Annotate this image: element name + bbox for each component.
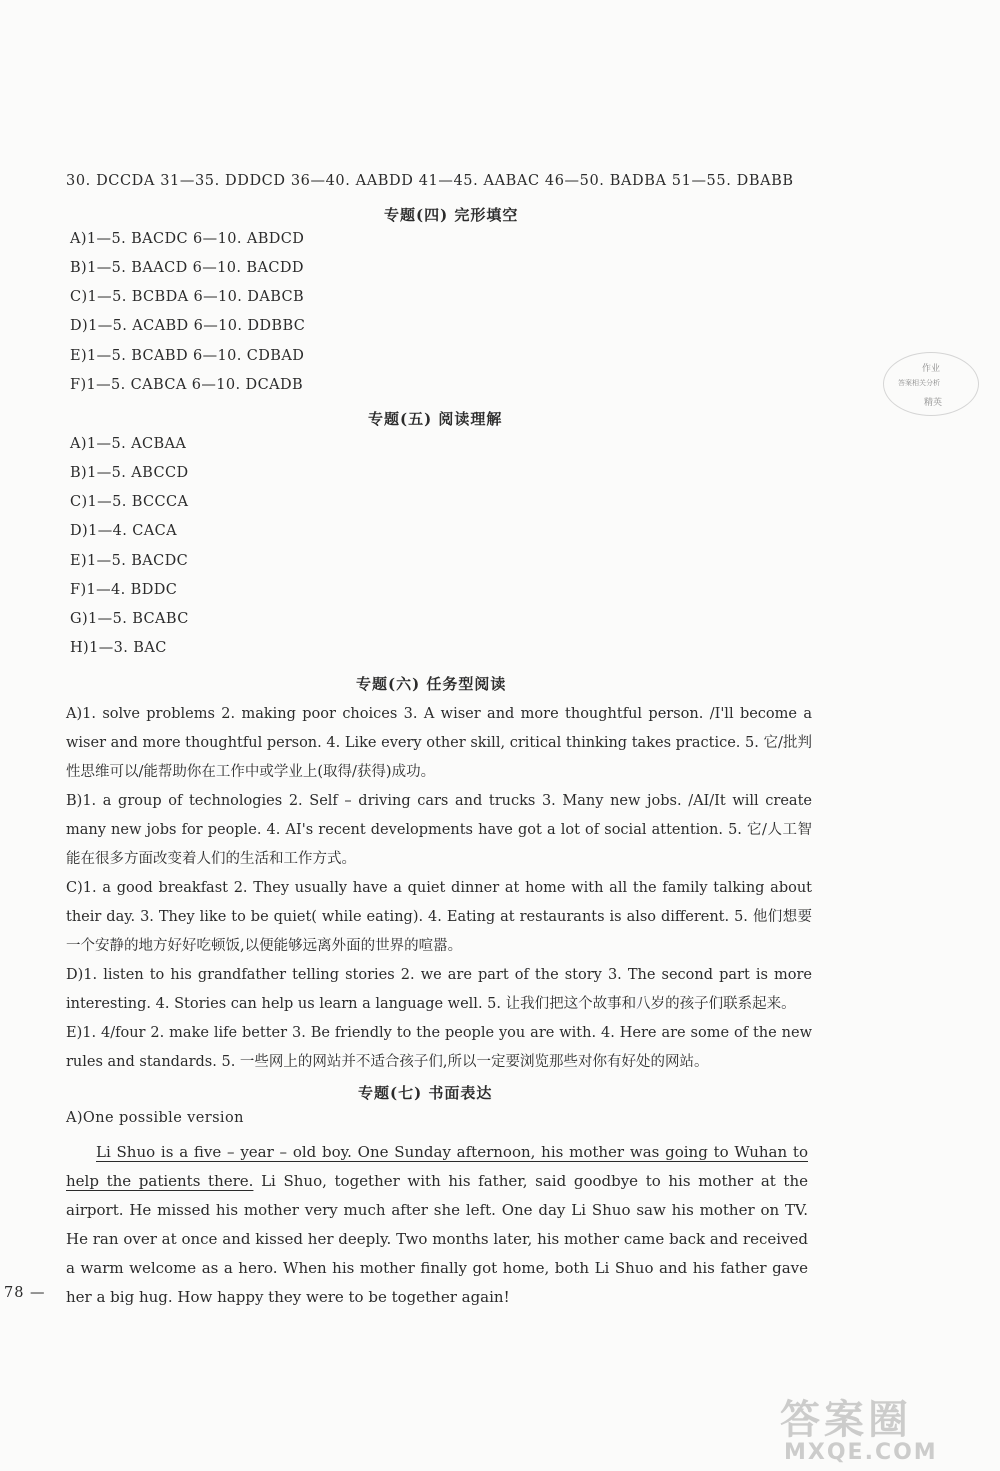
section5-line-d: D)1—4. CACA xyxy=(70,523,177,539)
section7-essay xyxy=(66,1138,808,1312)
section5-line-a: A)1—5. ACBAA xyxy=(70,436,187,452)
section5-line-b: B)1—5. ABCCD xyxy=(70,465,189,481)
section4-line-c: C)1—5. BCBDA 6—10. DABCB xyxy=(70,289,305,305)
stamp-mark xyxy=(883,352,979,416)
top-answers: 30. DCCDA 31—35. DDDCD 36—40. AABDD 41—45. AABAC 46—50. BADBA 51—55. DBABB xyxy=(66,173,794,189)
section6-paragraph-c: C)1. a good breakfast 2. They usually have a quiet dinner at home with all the family talking about their day. 3. They like to be quiet( while eating). 4. Eating at restaurants is also different. 5. 他们想要一个安静的地方好好吃顿饭,以便能够远离外面的世界的喧嚣。 xyxy=(66,880,812,954)
section4-line-b: B)1—5. BAACD 6—10. BACDD xyxy=(70,260,304,276)
section4-line-a: A)1—5. BACDC 6—10. ABDCD xyxy=(70,231,305,247)
stamp-middle-text: 答案相关分析 xyxy=(898,379,940,387)
watermark-logo xyxy=(770,1388,992,1468)
watermark-url: MXQE.COM xyxy=(784,1440,938,1465)
section5-line-g: G)1—5. BCABC xyxy=(70,611,189,627)
section5-line-h: H)1—3. BAC xyxy=(70,640,167,656)
stamp-top-text: 作业 xyxy=(922,364,941,374)
section4-line-d: D)1—5. ACABD 6—10. DDBBC xyxy=(70,318,306,334)
section4-title: 专题(四) 完形填空 xyxy=(384,206,519,224)
section6-paragraph-a: A)1. solve problems 2. making poor choices 3. A wiser and more thoughtful person. /I'll become a wiser and more thoughtful person. 4. Like every other skill, critical thinking takes practice. 5. 它/批判性思维可以/能帮助你在工作中或学业上(取得/获得)成功。 xyxy=(66,706,812,780)
section4-line-e: E)1—5. BCABD 6—10. CDBAD xyxy=(70,348,305,364)
stamp-bottom-text: 精英 xyxy=(924,398,943,408)
section7-label: A)One possible version xyxy=(66,1110,244,1126)
section5-title: 专题(五) 阅读理解 xyxy=(368,410,503,428)
section6-paragraph-b: B)1. a group of technologies 2. Self – driving cars and trucks 3. Many new jobs. /AI/It will create many new jobs for people. 4. AI's recent developments have got a lot of social attention. 5. 它/人工智能在很多方面改变着人们的生活和工作方式。 xyxy=(66,793,812,867)
section4-line-f: F)1—5. CABCA 6—10. DCADB xyxy=(70,377,304,393)
section5-line-e: E)1—5. BACDC xyxy=(70,553,189,569)
section6-paragraph-d: D)1. listen to his grandfather telling stories 2. we are part of the story 3. The second part is more interesting. 4. Stories can help us learn a language well. 5. 让我们把这个故事和八岁的孩子们联系起来。 xyxy=(66,967,812,1012)
section7-title: 专题(七) 书面表达 xyxy=(358,1084,493,1102)
section5-line-c: C)1—5. BCCCA xyxy=(70,494,189,510)
watermark-main-text: 答案圈 xyxy=(780,1396,912,1443)
page-number: 78 — xyxy=(4,1285,46,1301)
section6-title: 专题(六) 任务型阅读 xyxy=(356,675,507,693)
section6-paragraph-e: E)1. 4/four 2. make life better 3. Be friendly to the people you are with. 4. Here are some of the new rules and standards. 5. 一些网上的网站并不适合孩子们,所以一定要浏览那些对你有好处的网站。 xyxy=(66,1025,812,1070)
essay-underlined-text: Li Shuo is a five – year – old boy. One Sunday afternoon, his mother was going to Wuhan to help the patients there. xyxy=(66,1143,808,1190)
section5-line-f: F)1—4. BDDC xyxy=(70,582,178,598)
essay-text: Li Shuo, together with his father, said goodbye to his mother at the airport. He missed his mother very much after she left. One day Li Shuo saw his mother on TV. He ran over at once and kissed her deeply. Two months later, his mother came back and received a warm welcome as a hero. When his mother finally got home, both Li Shuo and his father gave her a big hug. How happy they were to be together again! xyxy=(66,1172,808,1306)
